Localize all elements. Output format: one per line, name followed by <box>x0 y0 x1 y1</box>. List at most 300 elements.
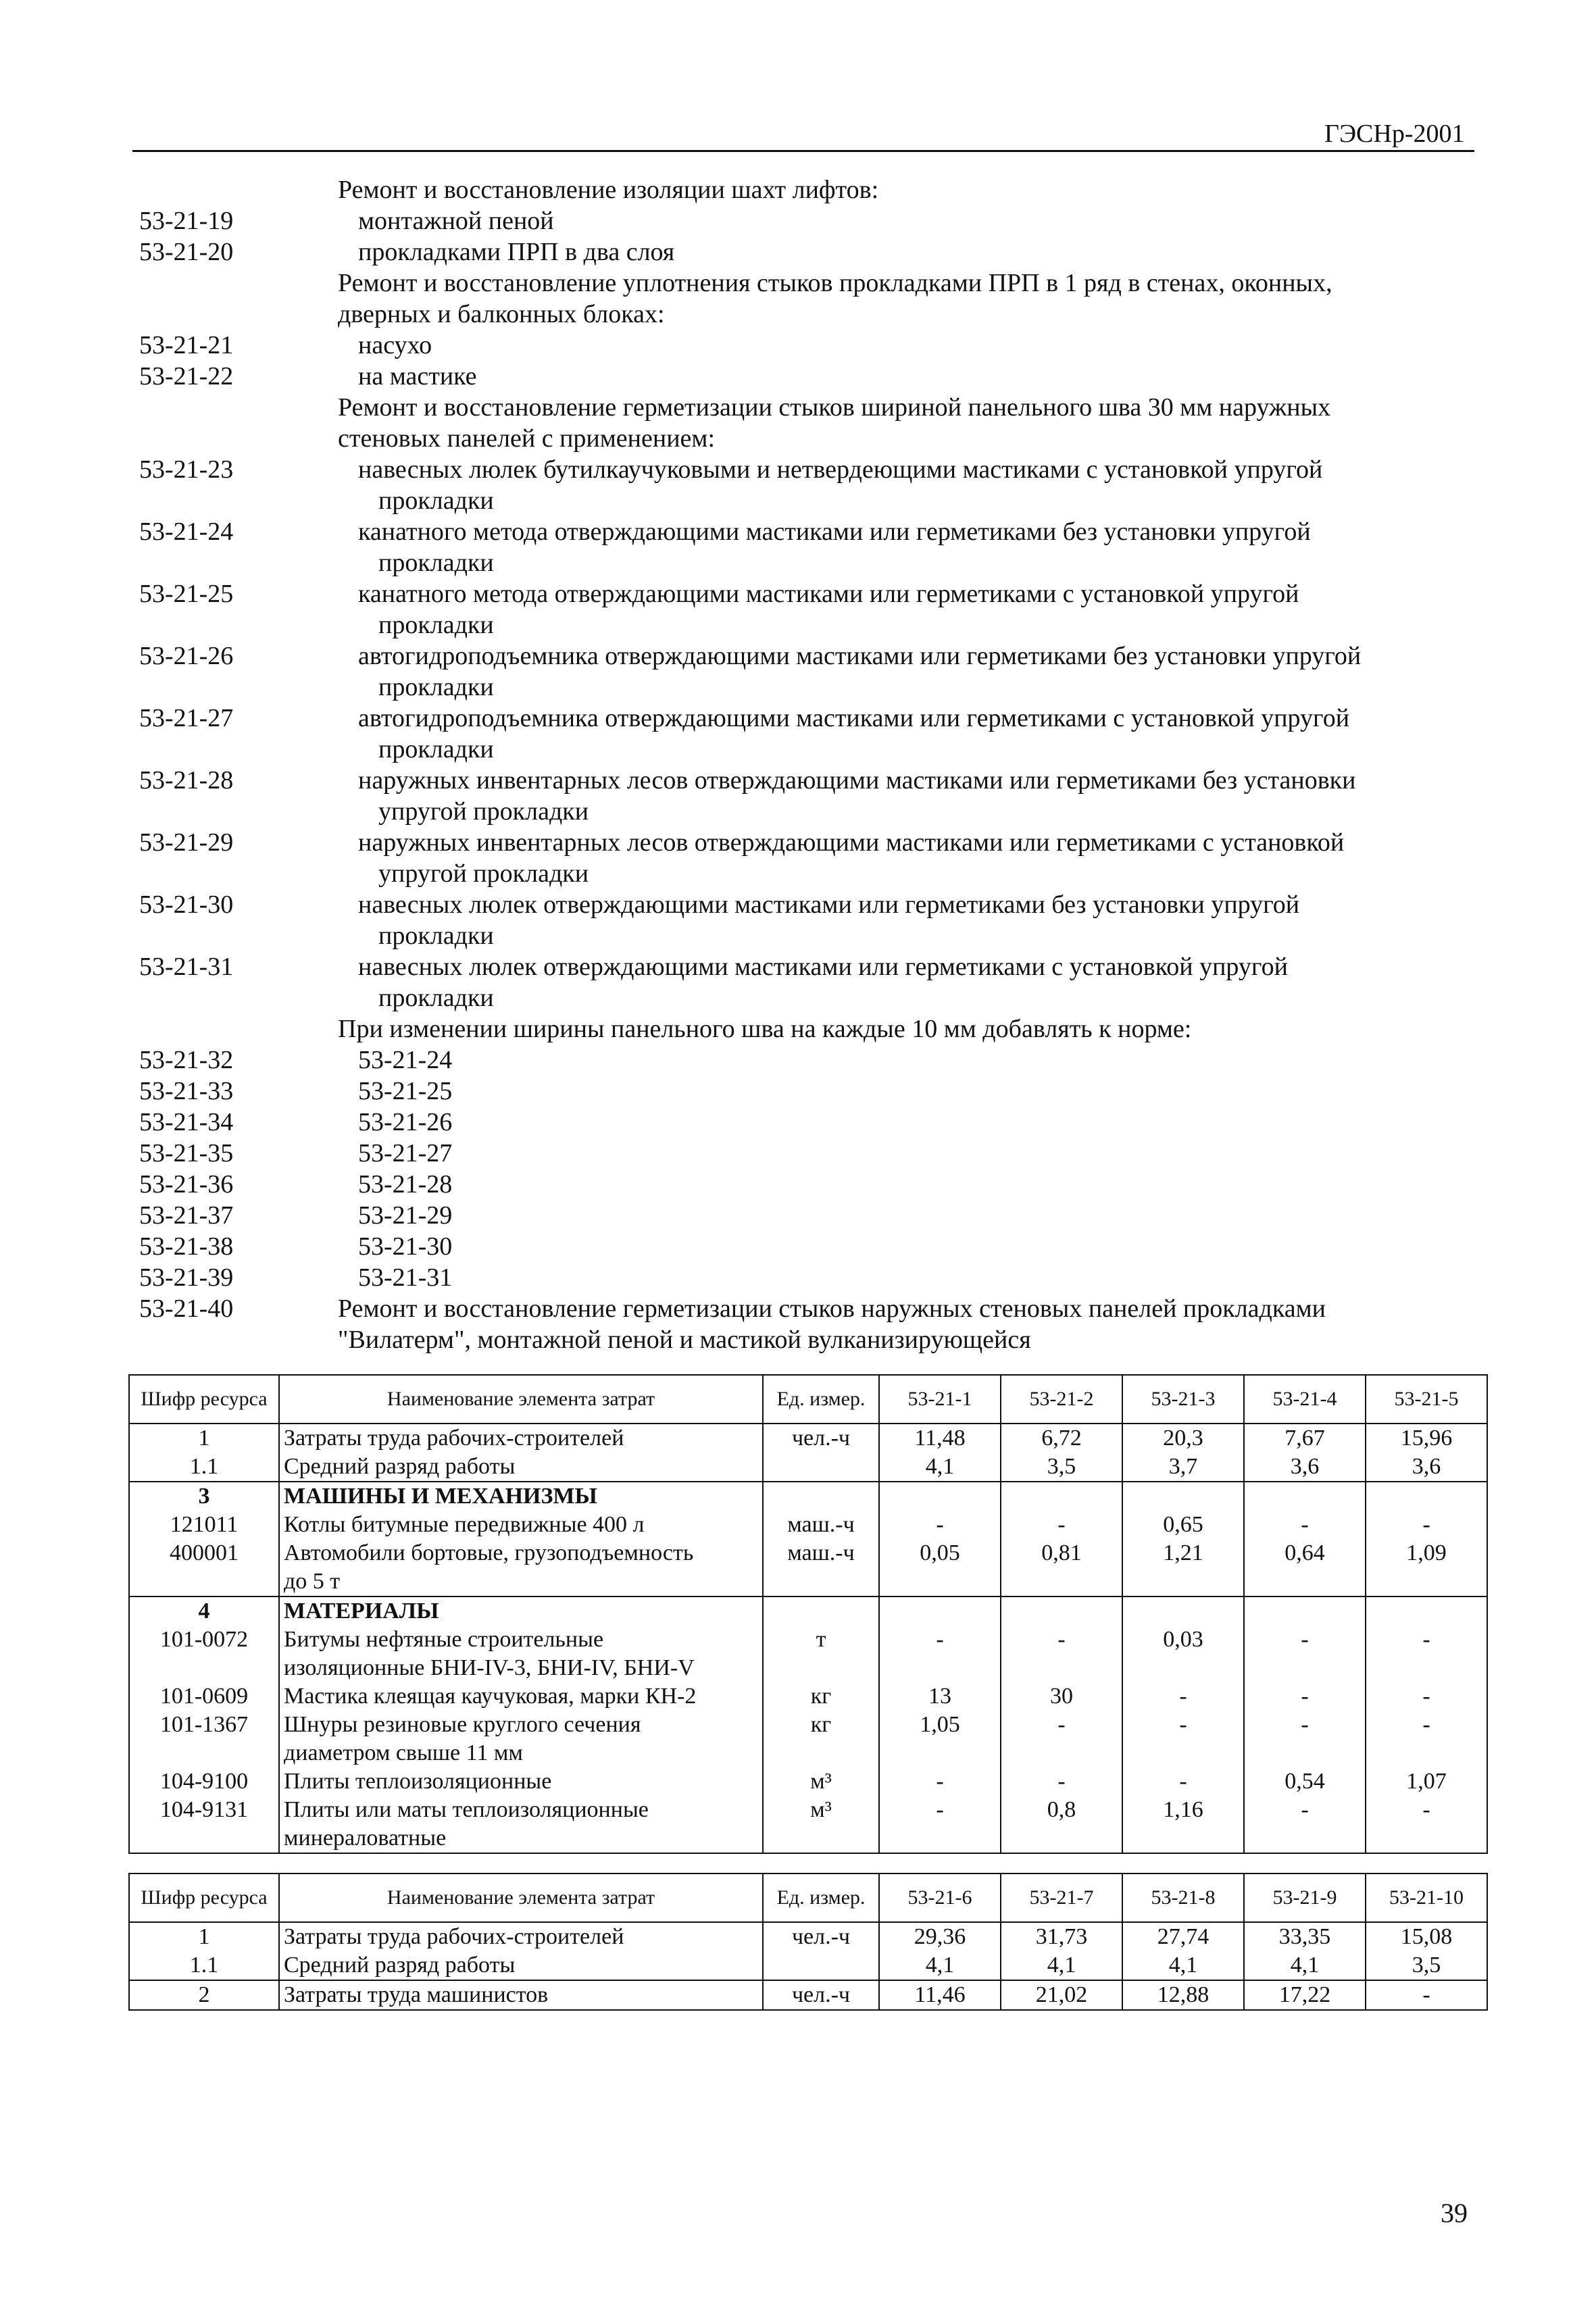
norm-text: 53-21-27 <box>358 1139 453 1167</box>
column-header: Шифр ресурса <box>129 1375 279 1424</box>
table-row <box>129 1539 1487 1567</box>
norm-value: - <box>879 1511 1001 1539</box>
cost-element-name: Плиты или маты теплоизоляционные <box>279 1796 763 1824</box>
norm-value: 11,48 <box>879 1424 1001 1453</box>
list-item <box>139 361 1477 392</box>
norm-value: 1,09 <box>1366 1539 1487 1567</box>
norm-text: прокладки <box>378 486 494 515</box>
norm-code: 53-21-22 <box>139 362 234 391</box>
norm-code: 53-21-31 <box>139 953 234 981</box>
cost-element-name: Битумы нефтяные строительные <box>279 1626 763 1654</box>
norm-code: 53-21-19 <box>139 207 234 235</box>
norm-value: - <box>879 1767 1001 1796</box>
cost-element-name: изоляционные БНИ-IV-3, БНИ-IV, БНИ-V <box>279 1654 763 1682</box>
list-item <box>139 1200 1477 1231</box>
resource-code: 4 <box>129 1596 279 1626</box>
norm-text: прокладки <box>378 673 494 701</box>
resource-code: 2 <box>129 1980 279 2010</box>
norm-value: 31,73 <box>1001 1922 1122 1951</box>
norm-value: - <box>1122 1682 1244 1711</box>
table-row <box>129 1424 1487 1453</box>
norm-text: Ремонт и восстановление изоляции шахт лифтов: <box>338 176 879 204</box>
norm-text: прокладки <box>378 735 494 763</box>
norm-value <box>1244 1739 1366 1767</box>
norm-value <box>1001 1482 1122 1511</box>
norm-value: 1,16 <box>1122 1796 1244 1824</box>
norm-value <box>1122 1482 1244 1511</box>
list-item <box>139 734 1477 765</box>
norm-value <box>1122 1596 1244 1626</box>
norm-value: 3,5 <box>1366 1951 1487 1980</box>
resource-table-2 <box>128 1873 1488 2011</box>
norm-text: 53-21-29 <box>358 1201 453 1230</box>
column-header: 53-21-10 <box>1366 1873 1487 1922</box>
unit: м³ <box>763 1796 879 1824</box>
cost-element-name: МАШИНЫ И МЕХАНИЗМЫ <box>279 1482 763 1511</box>
unit <box>763 1453 879 1482</box>
unit: м³ <box>763 1767 879 1796</box>
table-row <box>129 1711 1487 1739</box>
norm-value: 0,81 <box>1001 1539 1122 1567</box>
cost-element-name: Средний разряд работы <box>279 1453 763 1482</box>
norm-value: 20,3 <box>1122 1424 1244 1453</box>
list-item <box>139 920 1477 951</box>
norm-value: 0,8 <box>1001 1796 1122 1824</box>
norm-code: 53-21-24 <box>139 518 234 546</box>
list-item <box>139 1169 1477 1200</box>
resource-code: 1.1 <box>129 1453 279 1482</box>
norm-code: 53-21-37 <box>139 1201 234 1230</box>
unit: т <box>763 1626 879 1654</box>
norm-value: 7,67 <box>1244 1424 1366 1453</box>
norm-text: "Вилатерм", монтажной пеной и мастикой вулканизирующейся <box>338 1326 1031 1354</box>
norm-value <box>879 1654 1001 1682</box>
norm-code: 53-21-35 <box>139 1139 234 1167</box>
column-header: 53-21-7 <box>1001 1873 1122 1922</box>
norm-value <box>879 1596 1001 1626</box>
document-code: ГЭСНр-2001 <box>1324 120 1465 148</box>
norm-value: - <box>1244 1626 1366 1654</box>
norm-text: Ремонт и восстановление герметизации стыков наружных стеновых панелей прокладками <box>338 1294 1326 1323</box>
norm-text: стеновых панелей с применением: <box>338 424 716 453</box>
norm-value <box>1001 1596 1122 1626</box>
list-item <box>139 982 1477 1013</box>
norm-value: 4,1 <box>879 1453 1001 1482</box>
list-item <box>139 951 1477 982</box>
list-item <box>139 1324 1477 1355</box>
unit: кг <box>763 1711 879 1739</box>
table-row <box>129 1767 1487 1796</box>
norm-code: 53-21-36 <box>139 1170 234 1199</box>
list-item <box>139 299 1477 330</box>
list-item <box>139 1107 1477 1138</box>
table-row <box>129 1682 1487 1711</box>
cost-element-name: диаметром свыше 11 мм <box>279 1739 763 1767</box>
list-item <box>139 1076 1477 1107</box>
resource-code <box>129 1739 279 1767</box>
norm-code: 53-21-21 <box>139 331 234 359</box>
norm-value <box>1244 1567 1366 1596</box>
cost-element-name: Средний разряд работы <box>279 1951 763 1980</box>
column-header: 53-21-9 <box>1244 1873 1366 1922</box>
norm-code <box>139 920 338 951</box>
norm-value: - <box>1244 1711 1366 1739</box>
norm-text: упругой прокладки <box>378 859 589 888</box>
list-item <box>139 423 1477 454</box>
norm-value <box>1366 1567 1487 1596</box>
norm-code <box>139 392 338 423</box>
cost-element-name: Автомобили бортовые, грузоподъемность <box>279 1539 763 1567</box>
table-row <box>129 1626 1487 1654</box>
norm-value <box>1122 1567 1244 1596</box>
norm-text: 53-21-26 <box>358 1108 453 1136</box>
norm-value: - <box>1001 1767 1122 1796</box>
list-item <box>139 1138 1477 1169</box>
norm-value <box>1244 1482 1366 1511</box>
norm-value: - <box>1366 1682 1487 1711</box>
norm-value <box>879 1824 1001 1853</box>
resource-code: 400001 <box>129 1539 279 1567</box>
cost-element-name: Мастика клеящая каучуковая, марки КН-2 <box>279 1682 763 1711</box>
norm-text: автогидроподъемника отверждающими мастиками или герметиками без установки упругой <box>358 642 1362 670</box>
list-item <box>139 858 1477 889</box>
unit: чел.-ч <box>763 1424 879 1453</box>
list-item <box>139 1045 1477 1076</box>
norm-value: 27,74 <box>1122 1922 1244 1951</box>
norm-value: 17,22 <box>1244 1980 1366 2010</box>
list-item <box>139 1013 1477 1045</box>
norm-text: 53-21-30 <box>358 1232 453 1261</box>
resource-code: 3 <box>129 1482 279 1511</box>
list-item <box>139 268 1477 299</box>
norm-text: канатного метода отверждающими мастиками или герметиками с установкой упругой <box>358 580 1299 608</box>
norm-text: навесных люлек отверждающими мастиками или герметиками без установки упругой <box>358 890 1300 919</box>
norm-value <box>1244 1654 1366 1682</box>
norm-value: 0,03 <box>1122 1626 1244 1654</box>
norm-text: прокладки <box>378 549 494 577</box>
column-header: Ед. измер. <box>763 1873 879 1922</box>
norm-value: 33,35 <box>1244 1922 1366 1951</box>
norm-value: - <box>1366 1980 1487 2010</box>
norm-text: При изменении ширины панельного шва на каждые 10 мм добавлять к норме: <box>338 1015 1192 1043</box>
norm-value <box>1244 1824 1366 1853</box>
resource-code <box>129 1567 279 1596</box>
unit: чел.-ч <box>763 1980 879 2010</box>
norm-code: 53-21-40 <box>139 1294 234 1323</box>
norm-value: 6,72 <box>1001 1424 1122 1453</box>
norm-value: - <box>1001 1626 1122 1654</box>
norm-value <box>1122 1654 1244 1682</box>
norm-value: 21,02 <box>1001 1980 1122 2010</box>
resource-code <box>129 1654 279 1682</box>
list-item <box>139 1293 1477 1324</box>
resource-code: 1.1 <box>129 1951 279 1980</box>
norm-value <box>1366 1596 1487 1626</box>
norm-code: 53-21-34 <box>139 1108 234 1136</box>
norm-value: 4,1 <box>879 1951 1001 1980</box>
column-header: 53-21-3 <box>1122 1375 1244 1424</box>
column-header: 53-21-8 <box>1122 1873 1244 1922</box>
resource-code: 1 <box>129 1922 279 1951</box>
norm-value: 3,7 <box>1122 1453 1244 1482</box>
unit: чел.-ч <box>763 1922 879 1951</box>
resource-code: 104-9100 <box>129 1767 279 1796</box>
list-item <box>139 640 1477 672</box>
norm-list <box>139 174 1477 1355</box>
list-item <box>139 485 1477 516</box>
norm-value: - <box>1366 1796 1487 1824</box>
norm-code: 53-21-33 <box>139 1077 234 1105</box>
norm-value <box>1122 1739 1244 1767</box>
norm-code <box>139 609 338 640</box>
list-item <box>139 578 1477 609</box>
column-header: 53-21-2 <box>1001 1375 1122 1424</box>
list-item <box>139 205 1477 236</box>
norm-code <box>139 672 338 703</box>
norm-value <box>1001 1739 1122 1767</box>
norm-code <box>139 796 338 827</box>
norm-value: 1,21 <box>1122 1539 1244 1567</box>
list-item <box>139 516 1477 547</box>
norm-code: 53-21-27 <box>139 704 234 732</box>
list-item <box>139 236 1477 268</box>
table-row <box>129 1567 1487 1596</box>
norm-value: 0,05 <box>879 1539 1001 1567</box>
norm-text: дверных и балконных блоках: <box>338 300 665 328</box>
norm-text: насухо <box>358 331 432 359</box>
norm-value: 1,05 <box>879 1711 1001 1739</box>
table-row <box>129 1596 1487 1626</box>
page-number: 39 <box>1441 2198 1468 2228</box>
resource-code: 101-0072 <box>129 1626 279 1654</box>
table-row <box>129 1824 1487 1853</box>
norm-value: 30 <box>1001 1682 1122 1711</box>
unit <box>763 1951 879 1980</box>
norm-value: - <box>1366 1711 1487 1739</box>
norm-value: 15,96 <box>1366 1424 1487 1453</box>
norm-value <box>1122 1824 1244 1853</box>
column-header: 53-21-6 <box>879 1873 1001 1922</box>
norm-value: 3,6 <box>1366 1453 1487 1482</box>
norm-code <box>139 982 338 1013</box>
unit <box>763 1654 879 1682</box>
list-item <box>139 796 1477 827</box>
norm-text: упругой прокладки <box>378 797 589 826</box>
cost-element-name: Котлы битумные передвижные 400 л <box>279 1511 763 1539</box>
table-header-row <box>129 1375 1487 1424</box>
norm-code: 53-21-25 <box>139 580 234 608</box>
list-item <box>139 609 1477 640</box>
list-item <box>139 392 1477 423</box>
norm-code: 53-21-26 <box>139 642 234 670</box>
unit <box>763 1739 879 1767</box>
norm-text: прокладками ПРП в два слоя <box>358 238 675 266</box>
norm-value: 13 <box>879 1682 1001 1711</box>
cost-element-name: Плиты теплоизоляционные <box>279 1767 763 1796</box>
norm-value: 3,5 <box>1001 1453 1122 1482</box>
norm-value: 11,46 <box>879 1980 1001 2010</box>
norm-value <box>1244 1596 1366 1626</box>
list-item <box>139 1262 1477 1293</box>
norm-text: 53-21-28 <box>358 1170 453 1199</box>
norm-code <box>139 485 338 516</box>
norm-code: 53-21-39 <box>139 1263 234 1292</box>
norm-text: наружных инвентарных лесов отверждающими мастиками или герметиками без установки <box>358 766 1356 795</box>
unit <box>763 1567 879 1596</box>
norm-text: навесных люлек отверждающими мастиками или герметиками с установкой упругой <box>358 953 1288 981</box>
norm-text: монтажной пеной <box>358 207 554 235</box>
list-item <box>139 330 1477 361</box>
norm-code: 53-21-28 <box>139 766 234 795</box>
norm-code: 53-21-20 <box>139 238 234 266</box>
norm-value: 29,36 <box>879 1922 1001 1951</box>
norm-text: канатного метода отверждающими мастиками или герметиками без установки упругой <box>358 518 1311 546</box>
cost-element-name: до 5 т <box>279 1567 763 1596</box>
norm-text: прокладки <box>378 984 494 1012</box>
unit <box>763 1824 879 1853</box>
table-row <box>129 1453 1487 1482</box>
table-row <box>129 1796 1487 1824</box>
norm-value: - <box>1244 1796 1366 1824</box>
list-item <box>139 672 1477 703</box>
cost-element-name: Шнуры резиновые круглого сечения <box>279 1711 763 1739</box>
norm-text: Ремонт и восстановление герметизации стыков шириной панельного шва 30 мм наружных <box>338 393 1331 422</box>
resource-code: 1 <box>129 1424 279 1453</box>
table-row <box>129 1482 1487 1511</box>
norm-text: навесных люлек бутилкаучуковыми и нетвердеющими мастиками с установкой упругой <box>358 455 1323 484</box>
norm-value: 0,65 <box>1122 1511 1244 1539</box>
table-row <box>129 1951 1487 1980</box>
norm-value: 0,54 <box>1244 1767 1366 1796</box>
column-header: 53-21-5 <box>1366 1375 1487 1424</box>
norm-text: на мастике <box>358 362 477 391</box>
table-row <box>129 1654 1487 1682</box>
norm-text: прокладки <box>378 611 494 639</box>
list-item <box>139 765 1477 796</box>
norm-code: 53-21-29 <box>139 828 234 857</box>
norm-value: 0,64 <box>1244 1539 1366 1567</box>
list-item <box>139 827 1477 858</box>
norm-value: 3,6 <box>1244 1453 1366 1482</box>
list-item <box>139 1231 1477 1262</box>
table-row <box>129 1511 1487 1539</box>
norm-value <box>1366 1824 1487 1853</box>
column-header: Наименование элемента затрат <box>279 1873 763 1922</box>
column-header: Наименование элемента затрат <box>279 1375 763 1424</box>
table-row <box>129 1980 1487 2010</box>
norm-value <box>1001 1567 1122 1596</box>
norm-code <box>139 1013 338 1045</box>
norm-value: 12,88 <box>1122 1980 1244 2010</box>
resource-table-1 <box>128 1374 1488 1854</box>
norm-value: 4,1 <box>1244 1951 1366 1980</box>
unit: маш.-ч <box>763 1511 879 1539</box>
norm-code: 53-21-32 <box>139 1046 234 1074</box>
resource-code: 104-9131 <box>129 1796 279 1824</box>
norm-value <box>1366 1482 1487 1511</box>
norm-value: - <box>1244 1682 1366 1711</box>
resource-code: 101-0609 <box>129 1682 279 1711</box>
unit <box>763 1596 879 1626</box>
list-item <box>139 889 1477 920</box>
unit: маш.-ч <box>763 1539 879 1567</box>
norm-value: - <box>879 1626 1001 1654</box>
norm-value: 4,1 <box>1001 1951 1122 1980</box>
norm-value: 1,07 <box>1366 1767 1487 1796</box>
table-header-row <box>129 1873 1487 1922</box>
list-item <box>139 703 1477 734</box>
norm-text: автогидроподъемника отверждающими мастиками или герметиками с установкой упругой <box>358 704 1350 732</box>
norm-code <box>139 547 338 578</box>
norm-value: - <box>1366 1511 1487 1539</box>
column-header: Ед. измер. <box>763 1375 879 1424</box>
norm-text: наружных инвентарных лесов отверждающими мастиками или герметиками с установкой <box>358 828 1345 857</box>
header-rule <box>132 150 1474 152</box>
norm-value: 15,08 <box>1366 1922 1487 1951</box>
cost-element-name: Затраты труда рабочих-строителей <box>279 1922 763 1951</box>
list-item <box>139 547 1477 578</box>
norm-code <box>139 268 338 299</box>
norm-value <box>1366 1739 1487 1767</box>
resource-code <box>129 1824 279 1853</box>
norm-value: - <box>1001 1511 1122 1539</box>
norm-value <box>1366 1654 1487 1682</box>
norm-text: 53-21-24 <box>358 1046 453 1074</box>
norm-text: 53-21-31 <box>358 1263 453 1292</box>
norm-code <box>139 423 338 454</box>
norm-code: 53-21-38 <box>139 1232 234 1261</box>
cost-element-name: Затраты труда рабочих-строителей <box>279 1424 763 1453</box>
norm-value <box>879 1739 1001 1767</box>
norm-code: 53-21-23 <box>139 455 234 484</box>
norm-value <box>879 1482 1001 1511</box>
unit <box>763 1482 879 1511</box>
unit: кг <box>763 1682 879 1711</box>
norm-code <box>139 174 338 205</box>
norm-code: 53-21-30 <box>139 890 234 919</box>
norm-value <box>1001 1654 1122 1682</box>
column-header: Шифр ресурса <box>129 1873 279 1922</box>
norm-code <box>139 734 338 765</box>
cost-element-name: минераловатные <box>279 1824 763 1853</box>
column-header: 53-21-4 <box>1244 1375 1366 1424</box>
norm-value <box>1001 1824 1122 1853</box>
norm-value: 4,1 <box>1122 1951 1244 1980</box>
norm-code <box>139 858 338 889</box>
norm-value: - <box>1122 1711 1244 1739</box>
table-row <box>129 1922 1487 1951</box>
column-header: 53-21-1 <box>879 1375 1001 1424</box>
cost-element-name: МАТЕРИАЛЫ <box>279 1596 763 1626</box>
norm-value: - <box>1001 1711 1122 1739</box>
norm-value: - <box>879 1796 1001 1824</box>
list-item <box>139 174 1477 205</box>
list-item <box>139 454 1477 485</box>
norm-code <box>139 299 338 330</box>
norm-text: 53-21-25 <box>358 1077 453 1105</box>
resource-code: 101-1367 <box>129 1711 279 1739</box>
norm-value: - <box>1366 1626 1487 1654</box>
norm-text: Ремонт и восстановление уплотнения стыков прокладками ПРП в 1 ряд в стенах, оконных, <box>338 269 1332 297</box>
norm-code <box>139 1324 338 1355</box>
norm-text: прокладки <box>378 922 494 950</box>
norm-value <box>879 1567 1001 1596</box>
norm-value: - <box>1122 1767 1244 1796</box>
table-row <box>129 1739 1487 1767</box>
norm-value: - <box>1244 1511 1366 1539</box>
cost-element-name: Затраты труда машинистов <box>279 1980 763 2010</box>
resource-code: 121011 <box>129 1511 279 1539</box>
